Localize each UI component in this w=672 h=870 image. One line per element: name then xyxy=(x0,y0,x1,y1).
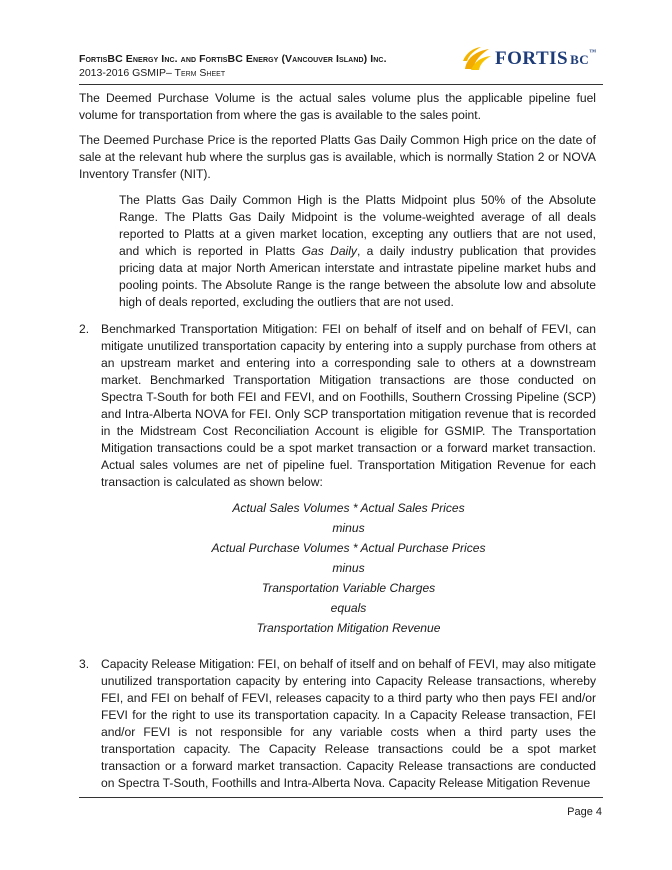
list-item-number: 3. xyxy=(79,657,90,671)
paragraph-deemed-volume: The Deemed Purchase Volume is the actual sales volume plus the applicable pipeline fuel volume for transportation from where the gas is available to the sales point. xyxy=(79,91,596,122)
formula-line: Actual Purchase Volumes * Actual Purchase Prices xyxy=(211,541,486,555)
platts-text-end: , a daily industry publication that provides pricing data at major North American interstate and intrastate pipeline market hubs and pooling points. The Absolute Range is the range between the absolute low and absolute high of deals reported, excluding the outliers that are not used. xyxy=(119,244,597,309)
page-header xyxy=(79,45,603,85)
fortisbc-logo xyxy=(461,45,601,73)
formula-line: Transportation Mitigation Revenue xyxy=(256,621,441,635)
platts-text-start: The Platts Gas Daily Common High is the Platts Midpoint plus 50% of the Absolute Range. The Platts Gas Daily Midpoint is the volume-weighted average of all deals reported to Platts at a given market location, excepting any outliers that are not used, and which is reported in Platts xyxy=(119,193,596,258)
page-body xyxy=(79,90,596,792)
footer-rule xyxy=(79,797,603,798)
platts-publication-name: Gas Daily xyxy=(301,244,357,258)
list-item-benchmarked-transportation xyxy=(79,321,596,638)
flame-logo-icon xyxy=(461,45,493,73)
paragraph-platts-definition xyxy=(119,192,596,311)
formula-line: minus xyxy=(332,521,365,535)
paragraph-deemed-price: The Deemed Purchase Price is the reported Platts Gas Daily Common High price on the date of sale at the relevant hub where the surplus gas is available, which is normally Station 2 or NOVA Inventory Transfer (NIT). xyxy=(79,133,596,181)
formula-line: Actual Sales Volumes * Actual Sales Prices xyxy=(232,501,465,515)
formula-line: equals xyxy=(330,601,367,615)
page-number: Page 4 xyxy=(567,806,602,818)
logo-name: FORTIS xyxy=(495,48,569,69)
list-item-text: Capacity Release Mitigation: FEI, on behalf of itself and on behalf of FEVI, may also mitigate unutilized transportation capacity by entering into Capacity Release transactions, whereby FEI, and FEI on behalf of FEVI, releases capacity to a third party who then pays FEI and/or FEVI for the right to use its transportation capacity. In a Capacity Release transaction, FEI and/or FEVI is not responsible for any variable costs when a third party uses the transportation capacity. The Capacity Release transactions could be a spot market transaction or a forward market transaction. Capacity Release transactions are conducted on Spectra T-South, Foothills and Intra-Alberta Nova. Capacity Release Mitigation Revenue xyxy=(101,657,596,790)
logo-suffix: BC xyxy=(570,52,590,67)
list-item-number: 2. xyxy=(79,322,90,336)
header-rule xyxy=(79,84,603,85)
logo-wordmark xyxy=(495,48,597,70)
list-item-capacity-release xyxy=(79,656,596,792)
revenue-formula xyxy=(101,498,596,638)
formula-line: minus xyxy=(332,561,365,575)
logo-trademark: ™ xyxy=(589,48,597,56)
document-subtitle: 2013-2016 GSMIP– Term Sheet xyxy=(79,67,226,79)
document-title: FortisBC Energy Inc. and FortisBC Energy (Vancouver Island) Inc. xyxy=(79,53,387,65)
list-item-text: Benchmarked Transportation Mitigation: FEI on behalf of itself and on behalf of FEVI, can mitigate unutilized transportation capacity by entering into a supply purchase from others at an upstream market and entering into a corresponding sale to others at a downstream market. Benchmarked Transportation Mitigation transactions are those conducted on Spectra T-South for both FEI and FEVI, and on Foothills, Southern Crossing Pipeline (SCP) and Intra-Alberta NOVA for FEI. Only SCP transportation mitigation revenue that is recorded in the Midstream Cost Reconciliation Account is eligible for GSMIP. The Transportation Mitigation transactions could be a spot market transaction or a forward market transaction. Actual sales volumes are net of pipeline fuel. Transportation Mitigation Revenue for each transaction is calculated as shown below: xyxy=(101,322,596,489)
formula-line: Transportation Variable Charges xyxy=(261,581,436,595)
